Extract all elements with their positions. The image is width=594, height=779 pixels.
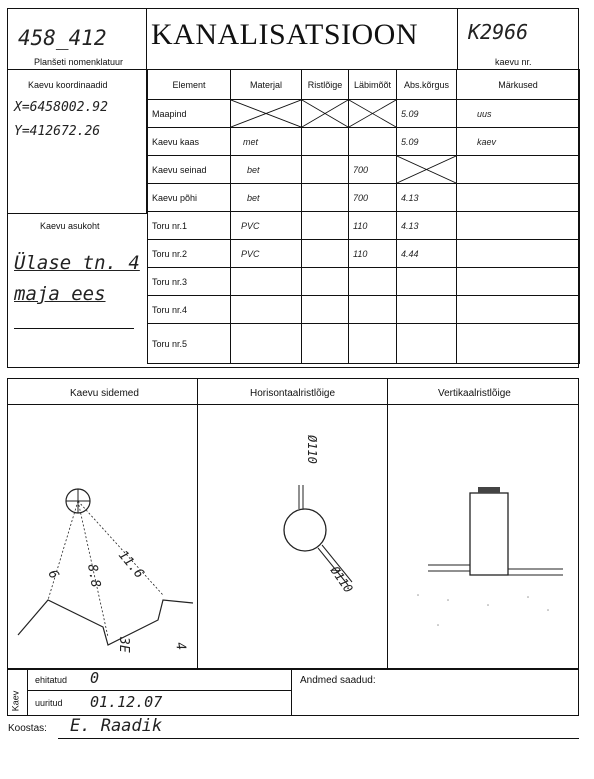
row-material: bet [231,184,302,212]
footer-side-label: Kaev [10,690,21,712]
row-notes [457,184,580,212]
empty-cell [349,296,397,324]
row-material: bet [231,156,302,184]
well-table [147,69,580,364]
building-outline [18,600,193,645]
well-circle [284,509,326,551]
well-cover [478,487,500,493]
row-element: Kaevu seinad [148,156,231,184]
horizontal-sketch [198,405,386,669]
empty-cell [349,268,397,296]
tie-dim-1: 11.6 [114,547,147,582]
row-notes [457,156,580,184]
row-height: 5.09 [397,128,457,156]
tie-dim-5: 3E [116,637,131,653]
surveyed-value: 01.12.07 [90,693,163,711]
empty-cell [457,324,580,364]
table-row [148,296,580,324]
row-notes: uus [457,100,580,128]
built-value: 0 [90,669,100,687]
table-row [148,212,580,240]
row-material: met [231,128,302,156]
empty-cell [231,268,302,296]
sheet-code-label: Planšeti nomenklatuur [34,57,124,67]
built-label: ehitatud [35,675,68,685]
tie-dim-2: 8.8 [84,563,103,589]
empty-cell [302,324,349,364]
table-row [148,128,580,156]
table-header-row [148,70,580,100]
row-section [302,184,349,212]
empty-cell [397,324,457,364]
vertical-sketch [388,405,578,669]
sheet-code: 458_412 [18,26,107,50]
empty-cell [397,296,457,324]
row-diameter: 700 [349,156,397,184]
col-material: Materjal [231,70,302,100]
crossed-cell [349,100,397,128]
empty-cell [302,268,349,296]
empty-cell [457,296,580,324]
panel-title-ties: Kaevu sidemed [70,388,139,399]
crossed-cell [231,100,302,128]
coords-cell [7,69,147,214]
table-row [148,240,580,268]
author-label: Koostas: [8,723,47,734]
row-diameter [349,128,397,156]
pipe-bottom-label: Ø110 [327,563,356,596]
table-row [148,184,580,212]
location-line1: Ülase tn. 4 [14,252,140,274]
footer-mid-rule [291,668,292,716]
location-rule [14,328,134,329]
panel-title-vertical: Vertikaalristlõige [438,388,511,399]
tie-dim-3: 6 [44,567,62,582]
row-element: Maapind [148,100,231,128]
row-diameter: 700 [349,184,397,212]
col-notes: Märkused [457,70,580,100]
row-notes [457,212,580,240]
coord-y: Y=412672.26 [14,124,101,139]
row-section [302,240,349,268]
row-element: Toru nr.3 [148,268,231,296]
author-value: E. Raadik [70,716,163,736]
empty-cell [231,296,302,324]
crossed-cell [397,156,457,184]
footer-side-rule [27,668,28,716]
data-source-label: Andmed saadud: [300,675,376,686]
pipe-top-label: Ø110 [305,435,319,464]
footer-row-rule [27,690,291,691]
author-rule [58,738,579,739]
col-diameter: Läbimõõt [349,70,397,100]
crossed-cell [302,100,349,128]
col-height: Abs.kõrgus [397,70,457,100]
empty-cell [231,324,302,364]
tie-line [48,501,78,600]
coords-label: Kaevu koordinaadid [28,80,108,90]
well-shaft [470,493,508,575]
coord-x: X=6458002.92 [14,100,108,115]
row-height: 5.09 [397,100,457,128]
tie-dim-4: 4 [172,641,189,652]
surveyed-label: uuritud [35,698,63,708]
row-section [302,212,349,240]
row-material: PVC [231,212,302,240]
row-section [302,156,349,184]
row-height: 4.13 [397,184,457,212]
location-label: Kaevu asukoht [40,221,100,231]
row-element: Toru nr.5 [148,324,231,364]
col-element: Element [148,70,231,100]
empty-cell [349,324,397,364]
table-row [148,100,580,128]
row-height: 4.13 [397,212,457,240]
row-notes: kaev [457,128,580,156]
well-no-label: kaevu nr. [495,57,532,67]
page-title: KANALISATSIOON [151,18,418,51]
row-material: PVC [231,240,302,268]
col-section: Ristlõige [302,70,349,100]
empty-cell [302,296,349,324]
well-no: K2966 [468,20,529,44]
empty-cell [457,268,580,296]
ties-sketch [8,405,196,669]
row-diameter: 110 [349,212,397,240]
row-element: Kaevu kaas [148,128,231,156]
panel-title-horizontal: Horisontaalristlõige [250,388,336,399]
row-element: Toru nr.2 [148,240,231,268]
empty-cell [397,268,457,296]
location-line2: maja ees [14,283,106,305]
row-diameter: 110 [349,240,397,268]
row-height: 4.44 [397,240,457,268]
row-section [302,128,349,156]
row-element: Toru nr.1 [148,212,231,240]
row-notes [457,240,580,268]
row-element: Kaevu põhi [148,184,231,212]
row-element: Toru nr.4 [148,296,231,324]
table-row [148,156,580,184]
table-row [148,268,580,296]
table-row [148,324,580,364]
